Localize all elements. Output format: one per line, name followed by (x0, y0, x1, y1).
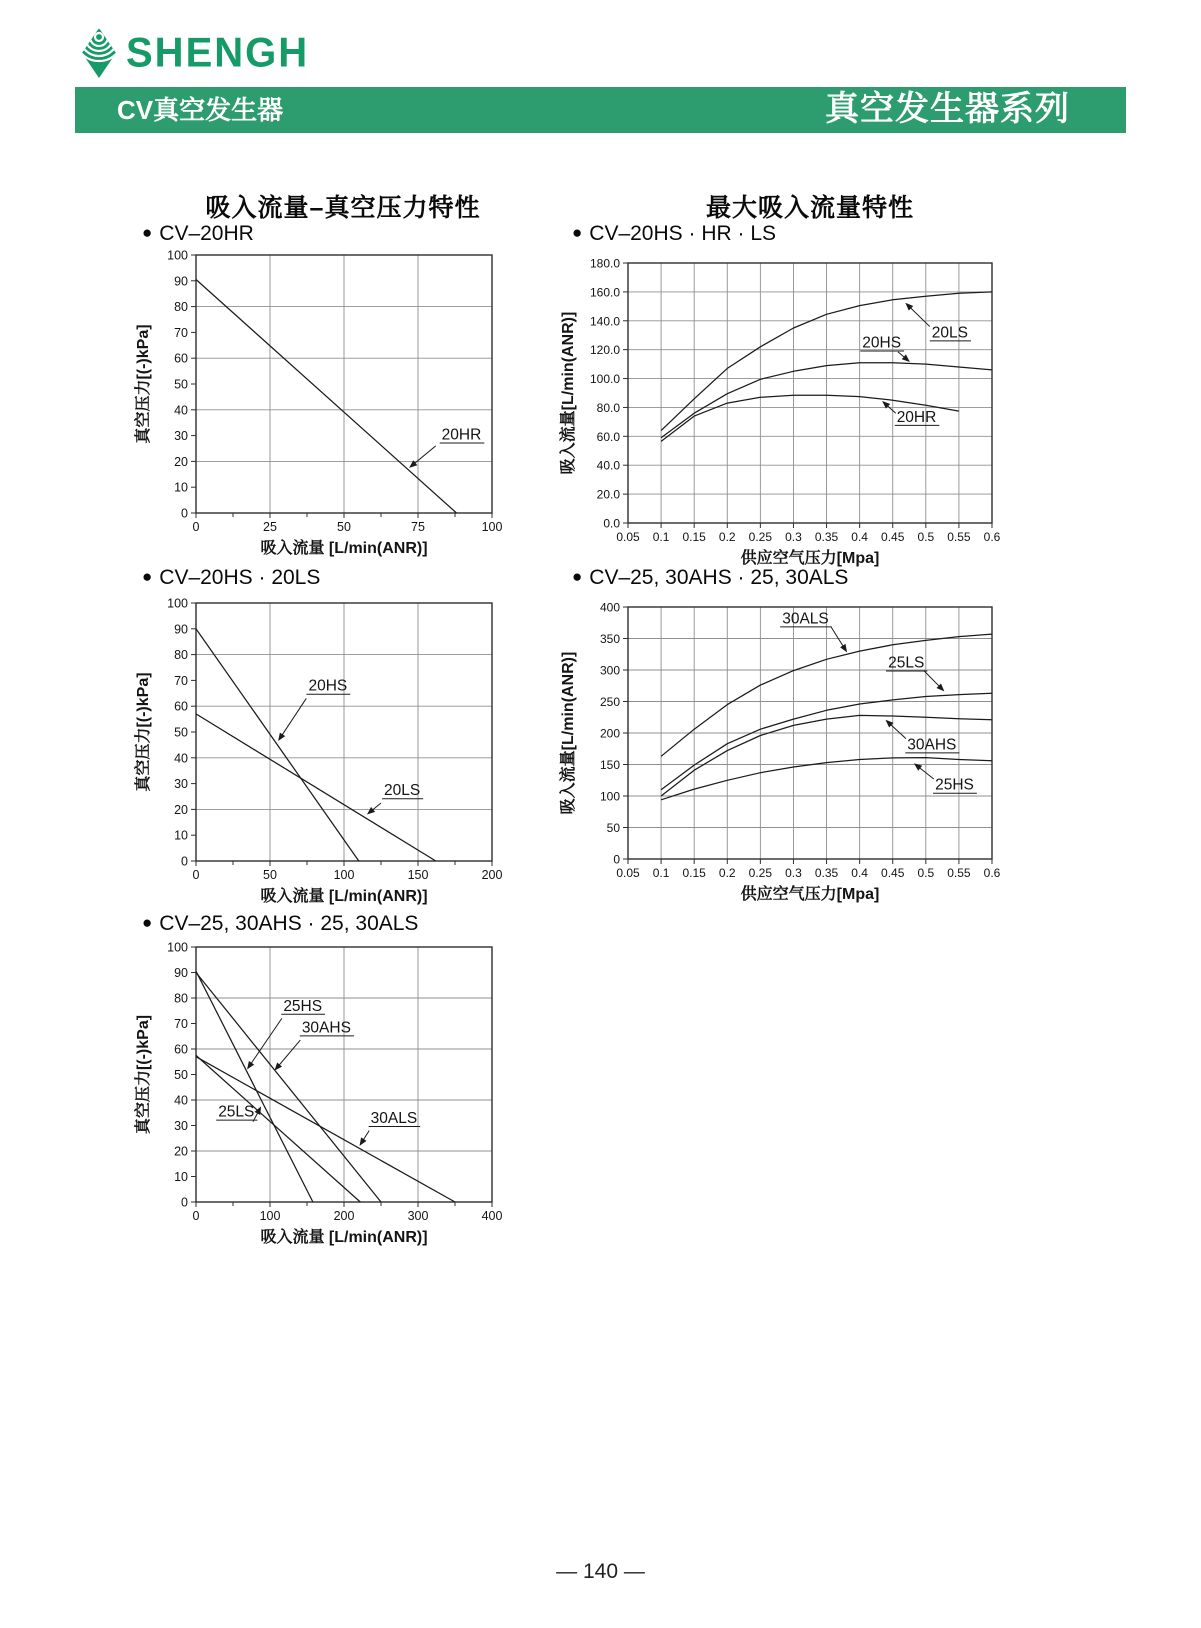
section-label: CV–20HS · HR · LS (589, 222, 777, 245)
series-25LS (196, 1055, 360, 1202)
svg-text:250: 250 (599, 695, 620, 709)
svg-text:400: 400 (599, 600, 620, 615)
svg-text:0.35: 0.35 (814, 866, 839, 880)
svg-text:100: 100 (599, 789, 620, 804)
arrowhead (360, 1137, 367, 1145)
series-label-20HS: 20HS (862, 334, 902, 352)
chart-svg (558, 245, 1010, 575)
bullet-icon: ● (142, 913, 153, 932)
bullet-icon: ● (142, 223, 153, 242)
svg-text:0.2: 0.2 (718, 530, 736, 544)
svg-text:20: 20 (174, 1144, 188, 1159)
section-label: CV–20HR (159, 222, 254, 245)
series-30ALS (196, 1057, 455, 1202)
series-label-25LS: 25LS (888, 654, 925, 672)
svg-text:70: 70 (174, 673, 188, 688)
svg-text:0.6: 0.6 (983, 530, 1001, 544)
gridlines (628, 607, 992, 859)
series-label-30AHS: 30AHS (907, 736, 957, 754)
svg-text:40: 40 (174, 403, 188, 418)
left-column-heading: 吸入流量–真空压力特性 (205, 194, 481, 222)
svg-text:20: 20 (174, 802, 188, 817)
arrowhead (255, 1106, 262, 1115)
section-label: CV–25, 30AHS · 25, 30ALS (589, 566, 849, 589)
svg-text:0.55: 0.55 (947, 866, 971, 880)
svg-text:0.1: 0.1 (652, 530, 670, 544)
series-label-30ALS: 30ALS (370, 1109, 418, 1127)
svg-text:100.0: 100.0 (589, 372, 620, 387)
tick-labels (167, 249, 502, 535)
arrowhead (247, 1061, 254, 1069)
svg-text:90: 90 (174, 622, 188, 637)
page-number: — 140 — (556, 1560, 645, 1583)
x-axis-title: 供应空气压力[Mpa] (740, 886, 880, 903)
axis-ticks (191, 255, 492, 518)
logo-text: SHENGH (126, 29, 310, 76)
svg-text:90: 90 (174, 966, 188, 980)
series-label-20LS: 20LS (383, 782, 421, 800)
svg-text:80: 80 (174, 991, 188, 1006)
svg-text:0.35: 0.35 (814, 530, 839, 544)
svg-text:80: 80 (174, 300, 188, 315)
series-label-20HS: 20HS (308, 677, 348, 695)
series-label-25HS: 25HS (935, 776, 974, 794)
x-axis-title: 吸入流量 [L/min(ANR)] (260, 888, 428, 905)
svg-text:0.15: 0.15 (682, 530, 706, 544)
tick-labels (167, 941, 502, 1224)
arrowhead (278, 733, 285, 741)
svg-text:50: 50 (263, 868, 277, 882)
svg-text:50: 50 (606, 821, 620, 835)
series-label-30AHS: 30AHS (301, 1019, 351, 1037)
svg-text:0.4: 0.4 (851, 866, 868, 880)
svg-text:300: 300 (599, 663, 620, 678)
svg-text:60: 60 (174, 351, 188, 366)
gridlines (196, 255, 492, 513)
svg-text:0.45: 0.45 (881, 866, 905, 880)
series-label-25HS: 25HS (283, 997, 323, 1015)
svg-text:100: 100 (259, 1209, 281, 1223)
right-column-heading: 最大吸入流量特性 (705, 194, 914, 222)
series-label-25LS: 25LS (218, 1103, 255, 1121)
svg-text:10: 10 (174, 1170, 188, 1184)
svg-text:40: 40 (174, 1093, 188, 1108)
svg-text:60: 60 (174, 1042, 188, 1057)
svg-text:0.45: 0.45 (881, 530, 905, 544)
svg-text:60: 60 (174, 699, 188, 714)
svg-text:0: 0 (192, 868, 200, 882)
y-axis-title: 吸入流量[L/min(ANR)] (560, 311, 577, 475)
svg-text:50: 50 (174, 725, 188, 740)
svg-text:50: 50 (174, 1068, 188, 1082)
bullet-icon: ● (142, 567, 153, 586)
svg-text:400: 400 (481, 1209, 503, 1223)
svg-text:0.2: 0.2 (718, 866, 736, 880)
svg-text:10: 10 (174, 828, 188, 843)
section-label: CV–25, 30AHS · 25, 30ALS (159, 912, 419, 935)
bullet-icon: ● (572, 567, 583, 586)
banner (75, 87, 1126, 133)
gridlines (196, 603, 492, 861)
svg-text:40: 40 (174, 751, 188, 766)
svg-text:0.6: 0.6 (983, 866, 1001, 880)
svg-text:200: 200 (599, 726, 620, 741)
svg-text:0: 0 (192, 520, 200, 534)
svg-text:80: 80 (174, 648, 188, 663)
plot-border (628, 263, 992, 523)
svg-text:150: 150 (407, 868, 429, 882)
svg-text:350: 350 (599, 632, 620, 646)
x-axis-title: 吸入流量 [L/min(ANR)] (260, 540, 428, 557)
svg-text:0.05: 0.05 (616, 866, 640, 880)
svg-text:0: 0 (181, 854, 188, 869)
svg-text:200: 200 (333, 1209, 355, 1223)
logo-icon (82, 28, 116, 78)
svg-text:40.0: 40.0 (596, 458, 620, 473)
svg-text:30: 30 (174, 777, 188, 792)
svg-text:120.0: 120.0 (589, 343, 620, 358)
svg-text:0: 0 (181, 1195, 188, 1210)
svg-text:100: 100 (333, 868, 355, 882)
svg-text:75: 75 (411, 520, 425, 534)
svg-text:20: 20 (174, 454, 188, 469)
chart-svg (128, 931, 538, 1263)
bullet-icon: ● (572, 223, 583, 242)
y-axis-title: 真空压力[(-)kPa] (135, 1014, 152, 1135)
svg-text:0.25: 0.25 (748, 530, 773, 544)
svg-text:0.5: 0.5 (917, 530, 935, 544)
chart-cv25-30a-vacuum (128, 931, 538, 1268)
svg-text:0.5: 0.5 (917, 866, 935, 880)
svg-text:100: 100 (167, 940, 188, 955)
svg-text:20.0: 20.0 (596, 487, 620, 502)
svg-text:70: 70 (174, 325, 188, 340)
chart-cv20-max-flow (558, 245, 1010, 580)
svg-text:90: 90 (174, 274, 188, 289)
svg-text:0.15: 0.15 (682, 866, 706, 880)
svg-text:300: 300 (407, 1209, 429, 1223)
svg-text:100: 100 (481, 520, 503, 534)
y-axis-title: 吸入流量[L/min(ANR)] (560, 651, 577, 815)
gridlines (628, 263, 992, 523)
series-label-30ALS: 30ALS (782, 610, 829, 628)
tick-labels (167, 597, 502, 883)
svg-text:0.4: 0.4 (851, 530, 868, 544)
svg-text:0: 0 (613, 852, 620, 867)
svg-text:0.3: 0.3 (785, 866, 802, 880)
svg-text:50: 50 (337, 520, 351, 534)
tick-labels (590, 257, 1001, 545)
x-axis-title: 吸入流量 [L/min(ANR)] (260, 1229, 428, 1246)
x-axis-title: 供应空气压力[Mpa] (740, 550, 880, 567)
banner-right-title: 真空发生器系列 (825, 90, 1070, 128)
arrowhead (840, 644, 847, 652)
chart-cv20hr-vacuum (128, 239, 538, 576)
y-axis-title: 真空压力[(-)kPa] (135, 672, 152, 792)
chart-cv20hs-20ls-vacuum (128, 587, 538, 924)
series-label-20LS: 20LS (931, 324, 968, 342)
svg-text:160.0: 160.0 (589, 285, 620, 300)
svg-text:0.0: 0.0 (603, 516, 620, 531)
arrowhead (367, 807, 375, 815)
svg-text:100: 100 (167, 596, 188, 611)
svg-text:0: 0 (192, 1209, 200, 1223)
axis-ticks (191, 603, 492, 866)
svg-text:0.05: 0.05 (616, 530, 640, 544)
svg-text:140.0: 140.0 (589, 314, 620, 329)
section-label: CV–20HS · 20LS (159, 566, 321, 589)
series-label-20HR: 20HR (896, 408, 937, 426)
svg-text:0.25: 0.25 (748, 866, 773, 880)
series-20HR (196, 280, 457, 514)
svg-text:70: 70 (174, 1017, 188, 1031)
svg-text:60.0: 60.0 (596, 429, 620, 444)
svg-text:30: 30 (174, 1119, 188, 1133)
chart-cv25-30a-max-flow (558, 589, 1010, 924)
svg-text:0: 0 (181, 506, 188, 521)
banner-left-title: CV真空发生器 (117, 95, 284, 125)
svg-text:30: 30 (174, 429, 188, 444)
chart-svg (128, 239, 538, 571)
svg-text:100: 100 (167, 248, 188, 263)
svg-text:150: 150 (599, 758, 620, 772)
svg-text:0.55: 0.55 (947, 530, 971, 544)
chart-svg (128, 587, 538, 919)
gridlines (196, 947, 492, 1202)
svg-text:80.0: 80.0 (596, 400, 620, 415)
svg-text:10: 10 (174, 480, 188, 495)
svg-text:0.3: 0.3 (785, 530, 802, 544)
svg-text:200: 200 (481, 868, 503, 882)
series-label-20HR: 20HR (441, 426, 482, 444)
y-axis-title: 真空压力[(-)kPa] (135, 324, 152, 444)
axis-ticks (191, 947, 492, 1207)
section-cv20-max (572, 222, 776, 246)
series-20HS (196, 629, 359, 861)
logo (82, 28, 309, 78)
chart-svg (558, 589, 1010, 919)
svg-text:180.0: 180.0 (589, 256, 620, 271)
svg-text:25: 25 (263, 520, 277, 534)
svg-text:50: 50 (174, 377, 188, 392)
svg-text:0.1: 0.1 (652, 866, 670, 880)
